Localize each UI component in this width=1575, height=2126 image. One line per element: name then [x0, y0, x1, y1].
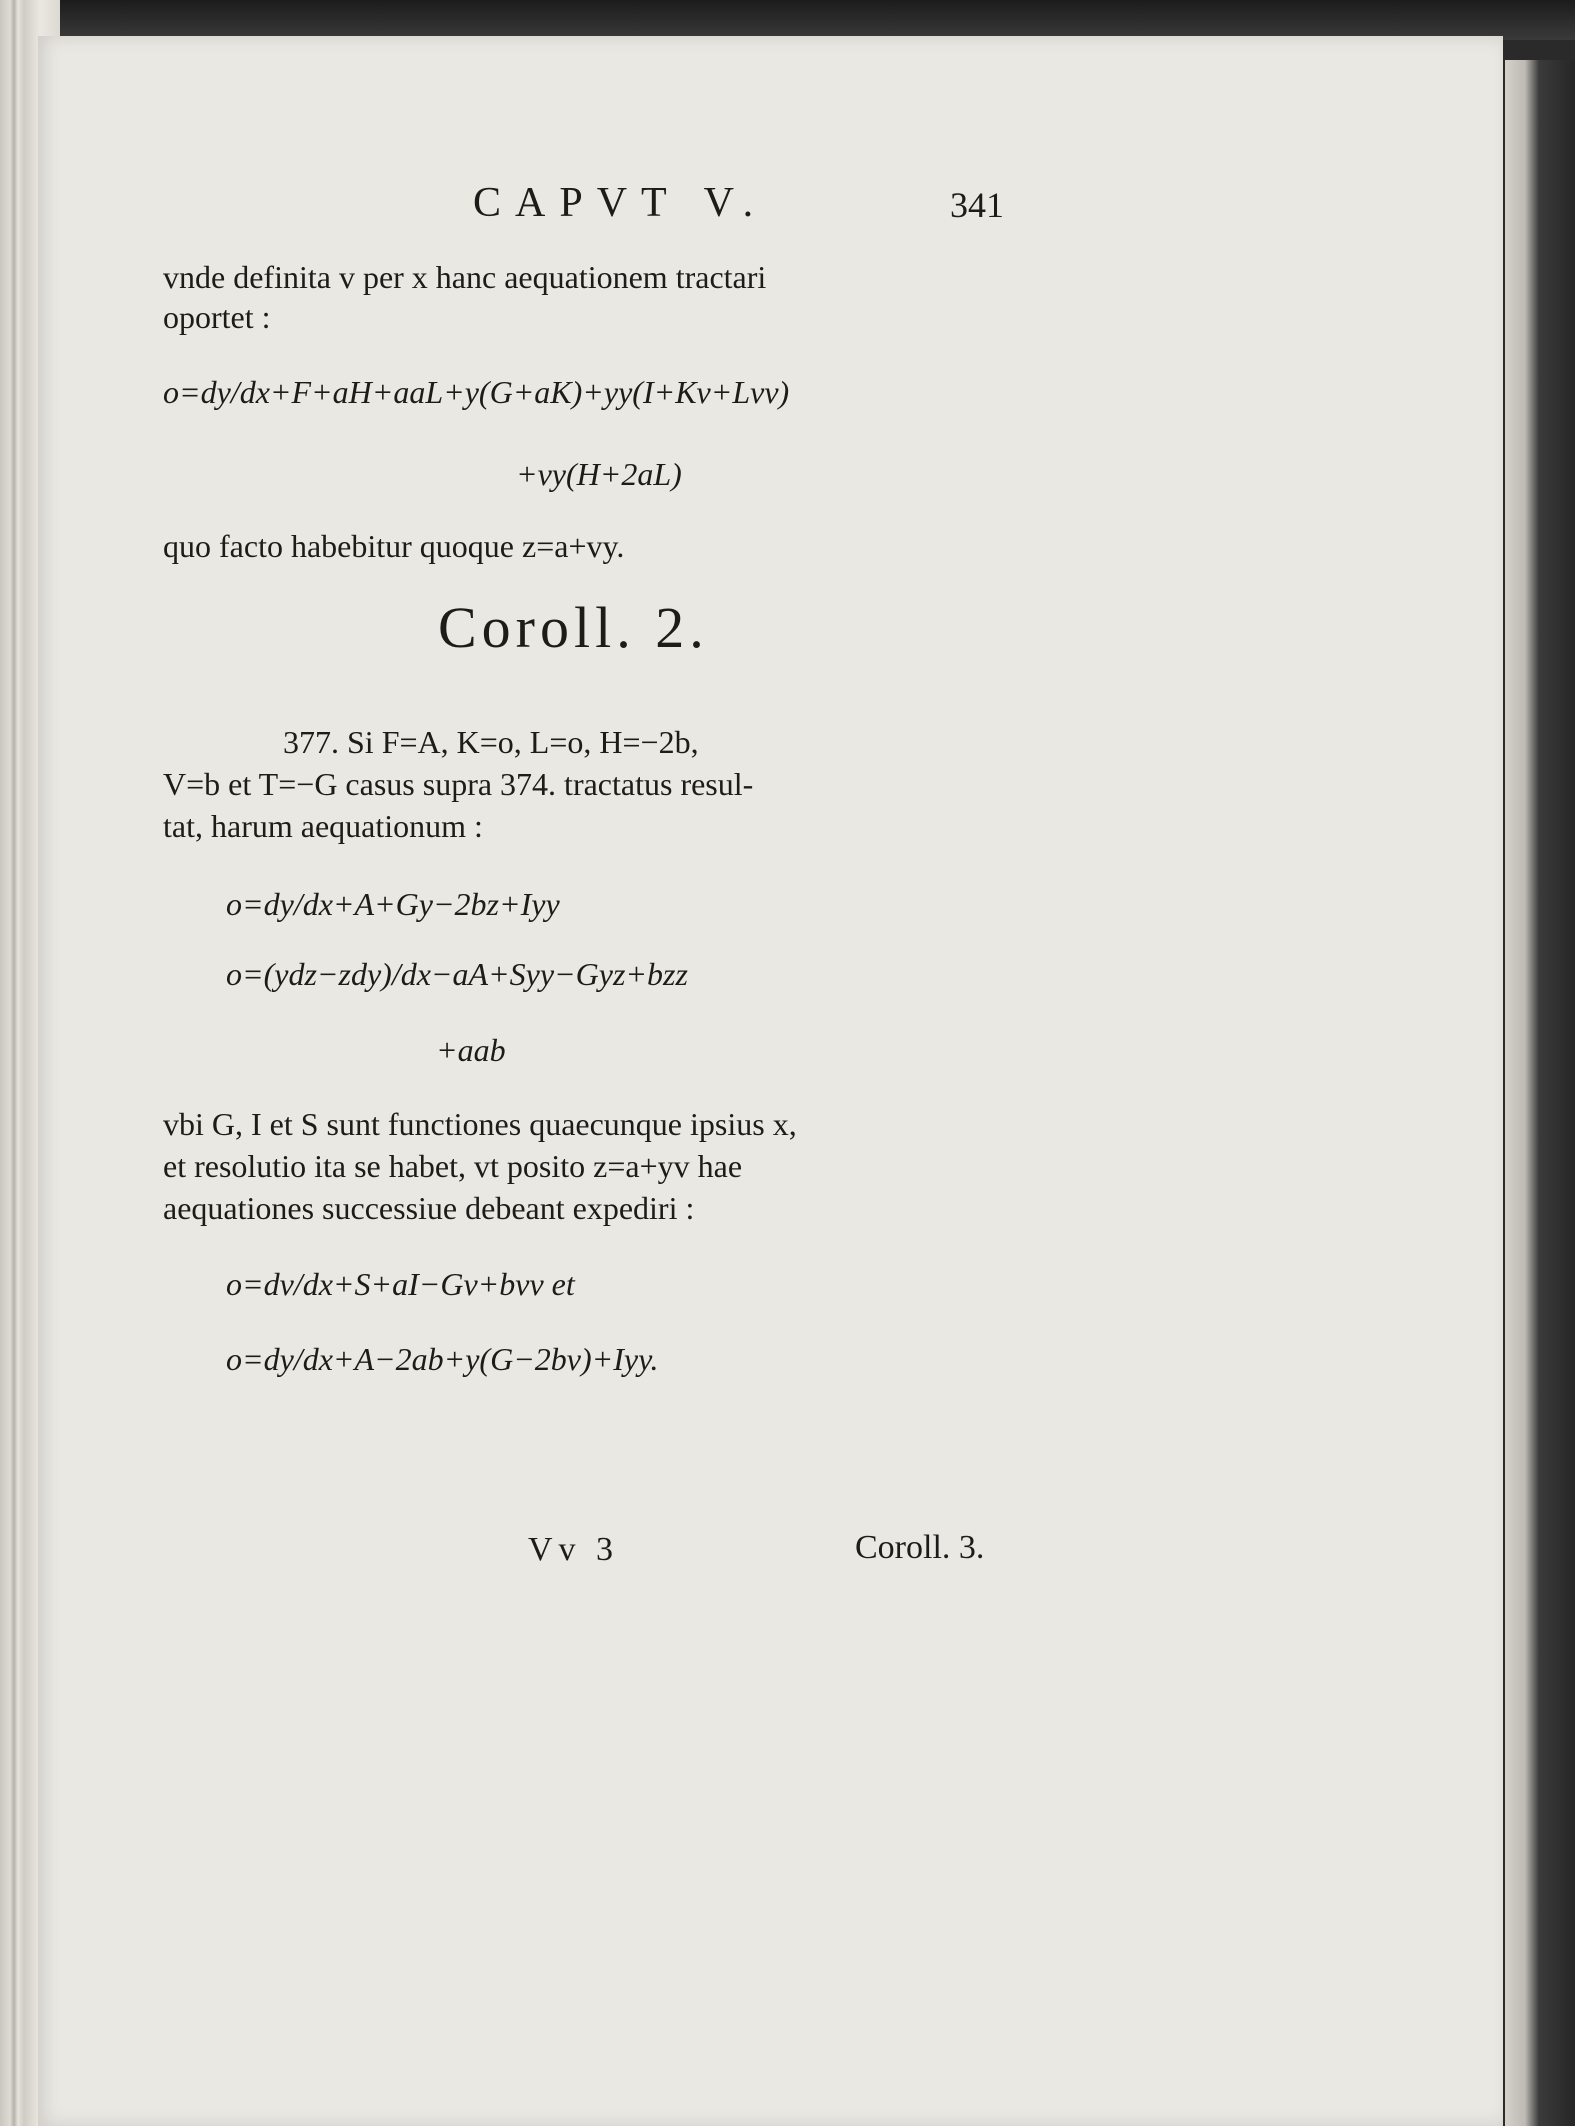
equation-line: o=dv/dx+S+aI−Gv+bvv et [226, 1266, 575, 1302]
text-line: vbi G, I et S sunt functiones quaecunque ipsius x, [163, 1106, 797, 1142]
text-line: tat, harum aequationum : [163, 808, 483, 844]
section-heading: Coroll. 2. [438, 595, 709, 660]
text-line: oportet : [163, 299, 271, 335]
text-line: vnde definita v per x hanc aequationem tractari [163, 259, 767, 295]
running-title: CAPVT V. [473, 180, 768, 226]
text-line: 377. Si F=A, K=o, L=o, H=−2b, [283, 724, 699, 760]
text-line: aequationes successiue debeant expediri : [163, 1190, 695, 1226]
catchword: Coroll. 3. [855, 1529, 985, 1566]
text-line: quo facto habebitur quoque z=a+vy. [163, 528, 625, 564]
book-page [38, 36, 1503, 2126]
text-line: V=b et T=−G casus supra 374. tractatus resul- [163, 766, 754, 802]
equation-line: o=dy/dx+F+aH+aaL+y(G+aK)+yy(I+Kv+Lvv) [163, 374, 790, 410]
equation-line: +vy(H+2aL) [516, 456, 682, 492]
page-number: 341 [950, 185, 1004, 225]
equation-line: o=dy/dx+A−2ab+y(G−2bv)+Iyy. [226, 1341, 659, 1377]
equation-line: o=(ydz−zdy)/dx−aA+Syy−Gyz+bzz [226, 956, 688, 992]
equation-line: o=dy/dx+A+Gy−2bz+Iyy [226, 886, 560, 922]
scan-right-edge [1505, 60, 1575, 2126]
scan-top-edge [0, 0, 1575, 40]
equation-line: +aab [436, 1032, 506, 1068]
signature-mark: Vv 3 [528, 1531, 620, 1568]
text-line: et resolutio ita se habet, vt posito z=a+yv hae [163, 1148, 743, 1184]
